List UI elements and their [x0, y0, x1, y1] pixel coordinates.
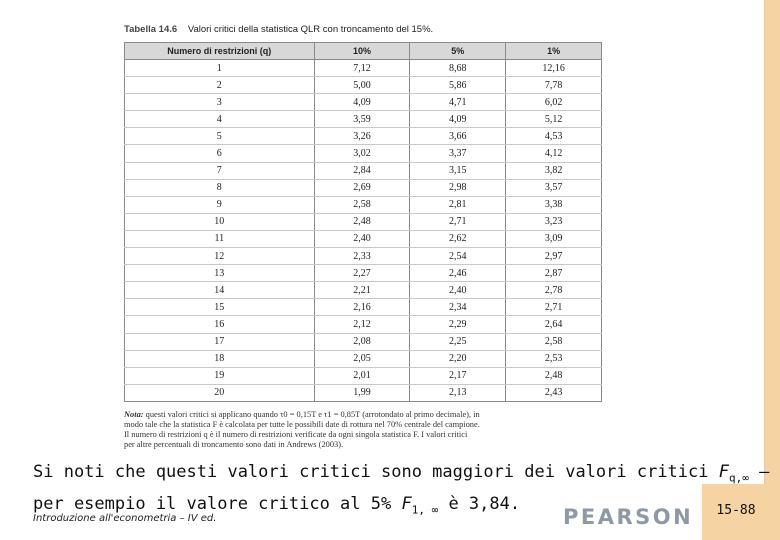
critical-value-cell: 2,40 — [410, 282, 506, 299]
critical-value-cell: 3,59 — [314, 111, 410, 128]
critical-value-cell: 7,78 — [506, 77, 602, 94]
restrictions-cell: 1 — [125, 60, 315, 77]
critical-value-cell: 2,69 — [314, 179, 410, 196]
restrictions-cell: 10 — [125, 213, 315, 230]
critical-value-cell: 2,54 — [410, 248, 506, 265]
restrictions-cell: 5 — [125, 128, 315, 145]
critical-value-cell: 2,87 — [506, 265, 602, 282]
restrictions-cell: 14 — [125, 282, 315, 299]
table-row — [125, 60, 602, 77]
critical-value-cell: 2,81 — [410, 196, 506, 213]
critical-value-cell: 4,71 — [410, 94, 506, 111]
table-row — [125, 77, 602, 94]
restrictions-cell: 7 — [125, 162, 315, 179]
table-row — [125, 299, 602, 316]
table-row — [125, 213, 602, 230]
table-row — [125, 128, 602, 145]
header-10pct: 10% — [314, 43, 410, 60]
critical-value-cell: 2,13 — [410, 384, 506, 401]
critical-value-cell: 2,34 — [410, 299, 506, 316]
critical-value-cell: 2,27 — [314, 265, 410, 282]
note-label: Nota: — [124, 410, 144, 419]
table-row — [125, 350, 602, 367]
page-number: 15-88 — [716, 503, 756, 518]
table-row — [125, 179, 602, 196]
restrictions-cell: 13 — [125, 265, 315, 282]
side-panel — [702, 0, 765, 484]
critical-value-cell: 2,97 — [506, 248, 602, 265]
critical-value-cell: 2,40 — [314, 230, 410, 247]
critical-value-cell: 1,99 — [314, 384, 410, 401]
table-row — [125, 282, 602, 299]
critical-value-cell: 2,17 — [410, 367, 506, 384]
table-row — [125, 196, 602, 213]
restrictions-cell: 12 — [125, 248, 315, 265]
header-5pct: 5% — [410, 43, 506, 60]
table-row — [125, 94, 602, 111]
critical-value-cell: 5,86 — [410, 77, 506, 94]
restrictions-cell: 3 — [125, 94, 315, 111]
note-line-1: questi valori critici si applicano quando τ0 = 0,15T e τ1 = 0,85T (arrotondato al primo decimale), in — [145, 410, 480, 419]
table-row — [125, 230, 602, 247]
critical-value-cell: 2,98 — [410, 179, 506, 196]
critical-value-cell: 2,84 — [314, 162, 410, 179]
critical-value-cell: 2,46 — [410, 265, 506, 282]
f-symbol: F — [718, 462, 729, 482]
f-subscript: 1, ∞ — [411, 503, 439, 517]
critical-value-cell: 2,43 — [506, 384, 602, 401]
critical-value-cell: 12,16 — [506, 60, 602, 77]
table-row — [125, 367, 602, 384]
critical-value-cell: 3,15 — [410, 162, 506, 179]
table-row — [125, 248, 602, 265]
critical-value-cell: 2,33 — [314, 248, 410, 265]
critical-value-cell: 4,53 — [506, 128, 602, 145]
table-number: Tabella 14.6 — [124, 24, 178, 35]
restrictions-cell: 8 — [125, 179, 315, 196]
critical-value-cell: 6,02 — [506, 94, 602, 111]
restrictions-cell: 11 — [125, 230, 315, 247]
table-note — [124, 410, 602, 450]
critical-value-cell: 3,09 — [506, 230, 602, 247]
critical-value-cell: 3,26 — [314, 128, 410, 145]
critical-value-cell: 7,12 — [314, 60, 410, 77]
critical-value-cell: 2,53 — [506, 350, 602, 367]
restrictions-cell: 2 — [125, 77, 315, 94]
critical-value-cell: 2,48 — [506, 367, 602, 384]
header-1pct: 1% — [506, 43, 602, 60]
critical-value-cell: 8,68 — [410, 60, 506, 77]
body-line-1-text: Si noti che questi valori critici sono maggiori dei valori critici — [33, 462, 719, 482]
restrictions-cell: 9 — [125, 196, 315, 213]
body-line-1 — [33, 459, 769, 491]
restrictions-cell: 4 — [125, 111, 315, 128]
critical-value-cell: 2,01 — [314, 367, 410, 384]
table-title: Valori critici della statistica QLR con troncamento del 15%. — [187, 24, 434, 35]
table-row — [125, 111, 602, 128]
critical-value-cell: 3,57 — [506, 179, 602, 196]
restrictions-cell: 20 — [125, 384, 315, 401]
critical-value-cell: 5,00 — [314, 77, 410, 94]
critical-value-cell: 4,12 — [506, 145, 602, 162]
footer-book-title: Introduzione all'econometria – IV ed. — [33, 513, 217, 524]
critical-value-cell: 3,02 — [314, 145, 410, 162]
critical-value-cell: 2,12 — [314, 316, 410, 333]
critical-values-table — [124, 42, 602, 402]
body-line-2-end: è 3,84. — [438, 494, 521, 515]
body-line-1-end: – — [748, 462, 770, 482]
critical-value-cell: 4,09 — [314, 94, 410, 111]
critical-value-cell: 2,62 — [410, 230, 506, 247]
f-symbol: F — [401, 494, 412, 515]
restrictions-cell: 17 — [125, 333, 315, 350]
table-row — [125, 384, 602, 401]
critical-value-cell: 2,58 — [314, 196, 410, 213]
table-row — [125, 145, 602, 162]
restrictions-cell: 16 — [125, 316, 315, 333]
critical-value-cell: 2,58 — [506, 333, 602, 350]
critical-value-cell: 3,23 — [506, 213, 602, 230]
critical-value-cell: 3,37 — [410, 145, 506, 162]
critical-value-cell: 3,66 — [410, 128, 506, 145]
critical-value-cell: 2,05 — [314, 350, 410, 367]
note-line-4: per altre percentuali di troncamento sono dati in Andrews (2003). — [124, 440, 344, 449]
pearson-logo: PEARSON — [563, 505, 694, 529]
critical-value-cell: 2,25 — [410, 333, 506, 350]
note-line-3: Il numero di restrizioni q è il numero di restrizioni verificate da ogni singola statistica F. I valori critici — [124, 430, 468, 439]
table-caption — [124, 24, 433, 35]
critical-value-cell: 2,71 — [410, 213, 506, 230]
critical-value-cell: 2,29 — [410, 316, 506, 333]
critical-value-cell: 2,16 — [314, 299, 410, 316]
table-row — [125, 265, 602, 282]
f-subscript: q,∞ — [729, 471, 749, 485]
critical-value-cell: 4,09 — [410, 111, 506, 128]
table-row — [125, 316, 602, 333]
table-figure — [118, 20, 606, 450]
note-line-2: modo tale che la statistica F è calcolata per tutte le possibili date di rottura nel 70% centrale del campione. — [124, 420, 480, 429]
restrictions-cell: 15 — [125, 299, 315, 316]
restrictions-cell: 19 — [125, 367, 315, 384]
critical-value-cell: 2,78 — [506, 282, 602, 299]
table-row — [125, 333, 602, 350]
critical-value-cell: 2,21 — [314, 282, 410, 299]
critical-value-cell: 2,08 — [314, 333, 410, 350]
critical-value-cell: 3,82 — [506, 162, 602, 179]
critical-value-cell: 3,38 — [506, 196, 602, 213]
critical-value-cell: 2,20 — [410, 350, 506, 367]
table-header-row — [125, 43, 602, 60]
restrictions-cell: 18 — [125, 350, 315, 367]
critical-value-cell: 2,64 — [506, 316, 602, 333]
header-restrictions: Numero di restrizioni (q) — [125, 43, 315, 60]
critical-value-cell: 2,71 — [506, 299, 602, 316]
critical-value-cell: 5,12 — [506, 111, 602, 128]
restrictions-cell: 6 — [125, 145, 315, 162]
table-row — [125, 162, 602, 179]
critical-value-cell: 2,48 — [314, 213, 410, 230]
body-line-2-text: per esempio il valore critico al 5% — [33, 494, 402, 515]
